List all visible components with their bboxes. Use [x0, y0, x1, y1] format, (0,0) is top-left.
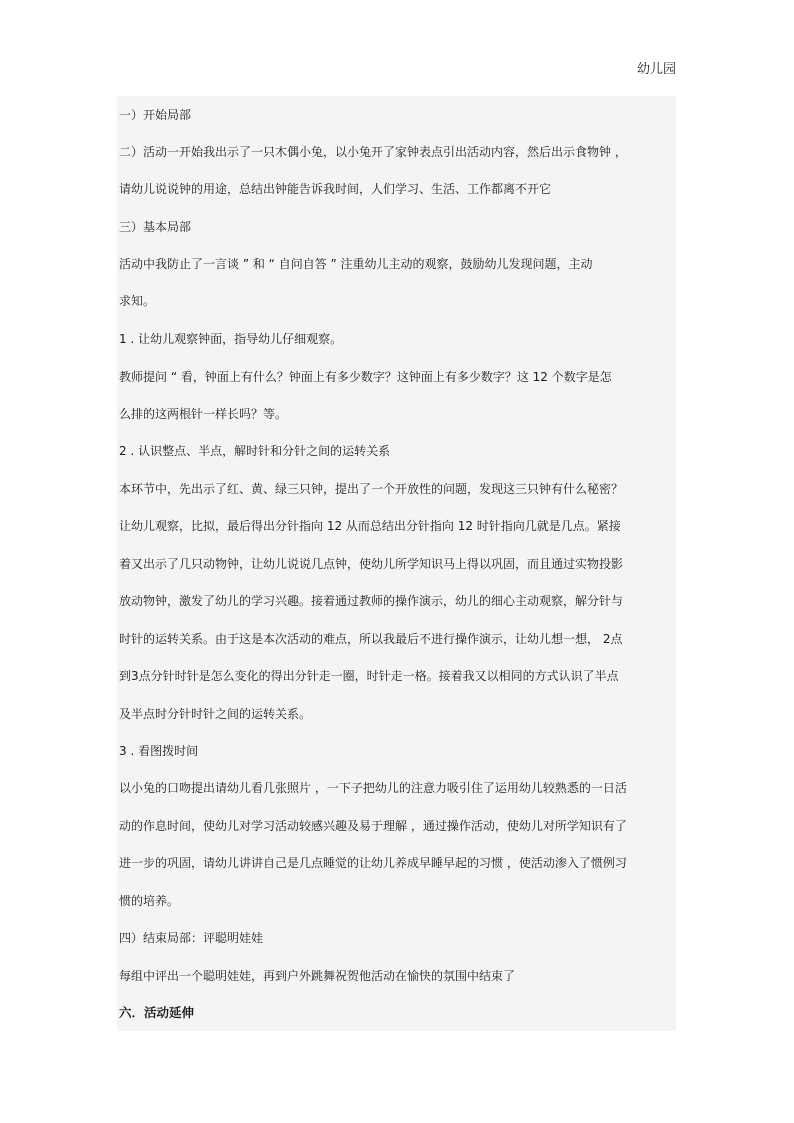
line-paragraph: 及半点时分针时针之间的运转关系。: [119, 707, 312, 721]
line-section-basic: 三）基本局部: [119, 220, 192, 234]
line-section-extension: 六．活动延伸: [119, 1005, 195, 1020]
line-paragraph: 惯的培养。: [119, 894, 180, 908]
line-paragraph: 请幼儿说说钟的用途，总结出钟能告诉我时间，人们学习、生活、工作都离不开它: [119, 182, 552, 196]
line-section-start: 一）开始局部: [119, 108, 192, 122]
line-paragraph: 动的作息时间，使幼儿对学习活动较感兴趣及易于理解 ，通过操作活动，使幼儿对所学知识有了: [119, 819, 627, 833]
line-item-1: 1 . 让幼儿观察钟面，指导幼儿仔细观察。: [119, 332, 343, 346]
line-item-3: 3 . 看图拨时间: [119, 744, 199, 758]
line-paragraph: 进一步的巩固，请幼儿讲讲自己是几点睡觉的让幼儿养成早睡早起的习惯 ，使活动渗入了惯例习: [119, 856, 627, 870]
line-paragraph: 让幼儿观察，比拟，最后得出分针指向 12 从而总结出分针指向 12 时针指向几就是几点。紧接: [119, 519, 621, 533]
line-paragraph: 求知。: [119, 294, 156, 308]
line-paragraph: 么排的这两根针一样长吗？等。: [119, 407, 288, 421]
line-paragraph: 二）活动一开始我出示了一只木偶小兔，以小兔开了家钟表点引出活动内容，然后出示食物钟 ，: [119, 145, 627, 159]
line-paragraph: 到3点分针时针是怎么变化的得出分针走一圈，时针走一格。接着我又以相同的方式认识了半点: [119, 669, 619, 683]
line-paragraph: 着又出示了几只动物钟，让幼儿说说几点钟，使幼儿所学知识马上得以巩固，而且通过实物投影: [119, 557, 624, 571]
line-paragraph: 时针的运转关系。由于这是本次活动的难点，所以我最后不进行操作演示，让幼儿想一想， 2点: [119, 632, 623, 646]
line-paragraph: 本环节中，先出示了红、黄、绿三只钟，提出了一个开放性的问题，发现这三只钟有什么秘密？: [119, 482, 624, 496]
line-paragraph: 教师提问 “ 看，钟面上有什么？钟面上有多少数字？这钟面上有多少数字？这 12 个数字是怎: [119, 370, 612, 384]
line-paragraph: 放动物钟，激发了幼儿的学习兴趣。接着通过教师的操作演示，幼儿的细心主动观察，解分针与: [119, 594, 624, 608]
line-item-2: 2 . 认识整点、半点，解时针和分针之间的运转关系: [119, 444, 391, 458]
page-header-title: 幼儿园: [637, 62, 677, 77]
line-section-end: 四）结束局部：评聪明娃娃: [119, 931, 264, 945]
line-paragraph: 以小兔的口吻提出请幼儿看几张照片 ，一下子把幼儿的注意力吸引住了运用幼儿较熟悉的一日活: [119, 781, 627, 795]
line-paragraph: 每组中评出一个聪明娃娃，再到户外跳舞祝贺他活动在愉快的氛围中结束了: [119, 969, 516, 983]
line-paragraph: 活动中我防止了一言谈 ” 和 “ 自问自答 ” 注重幼儿主动的观察，鼓励幼儿发现问题，主动: [119, 257, 593, 271]
